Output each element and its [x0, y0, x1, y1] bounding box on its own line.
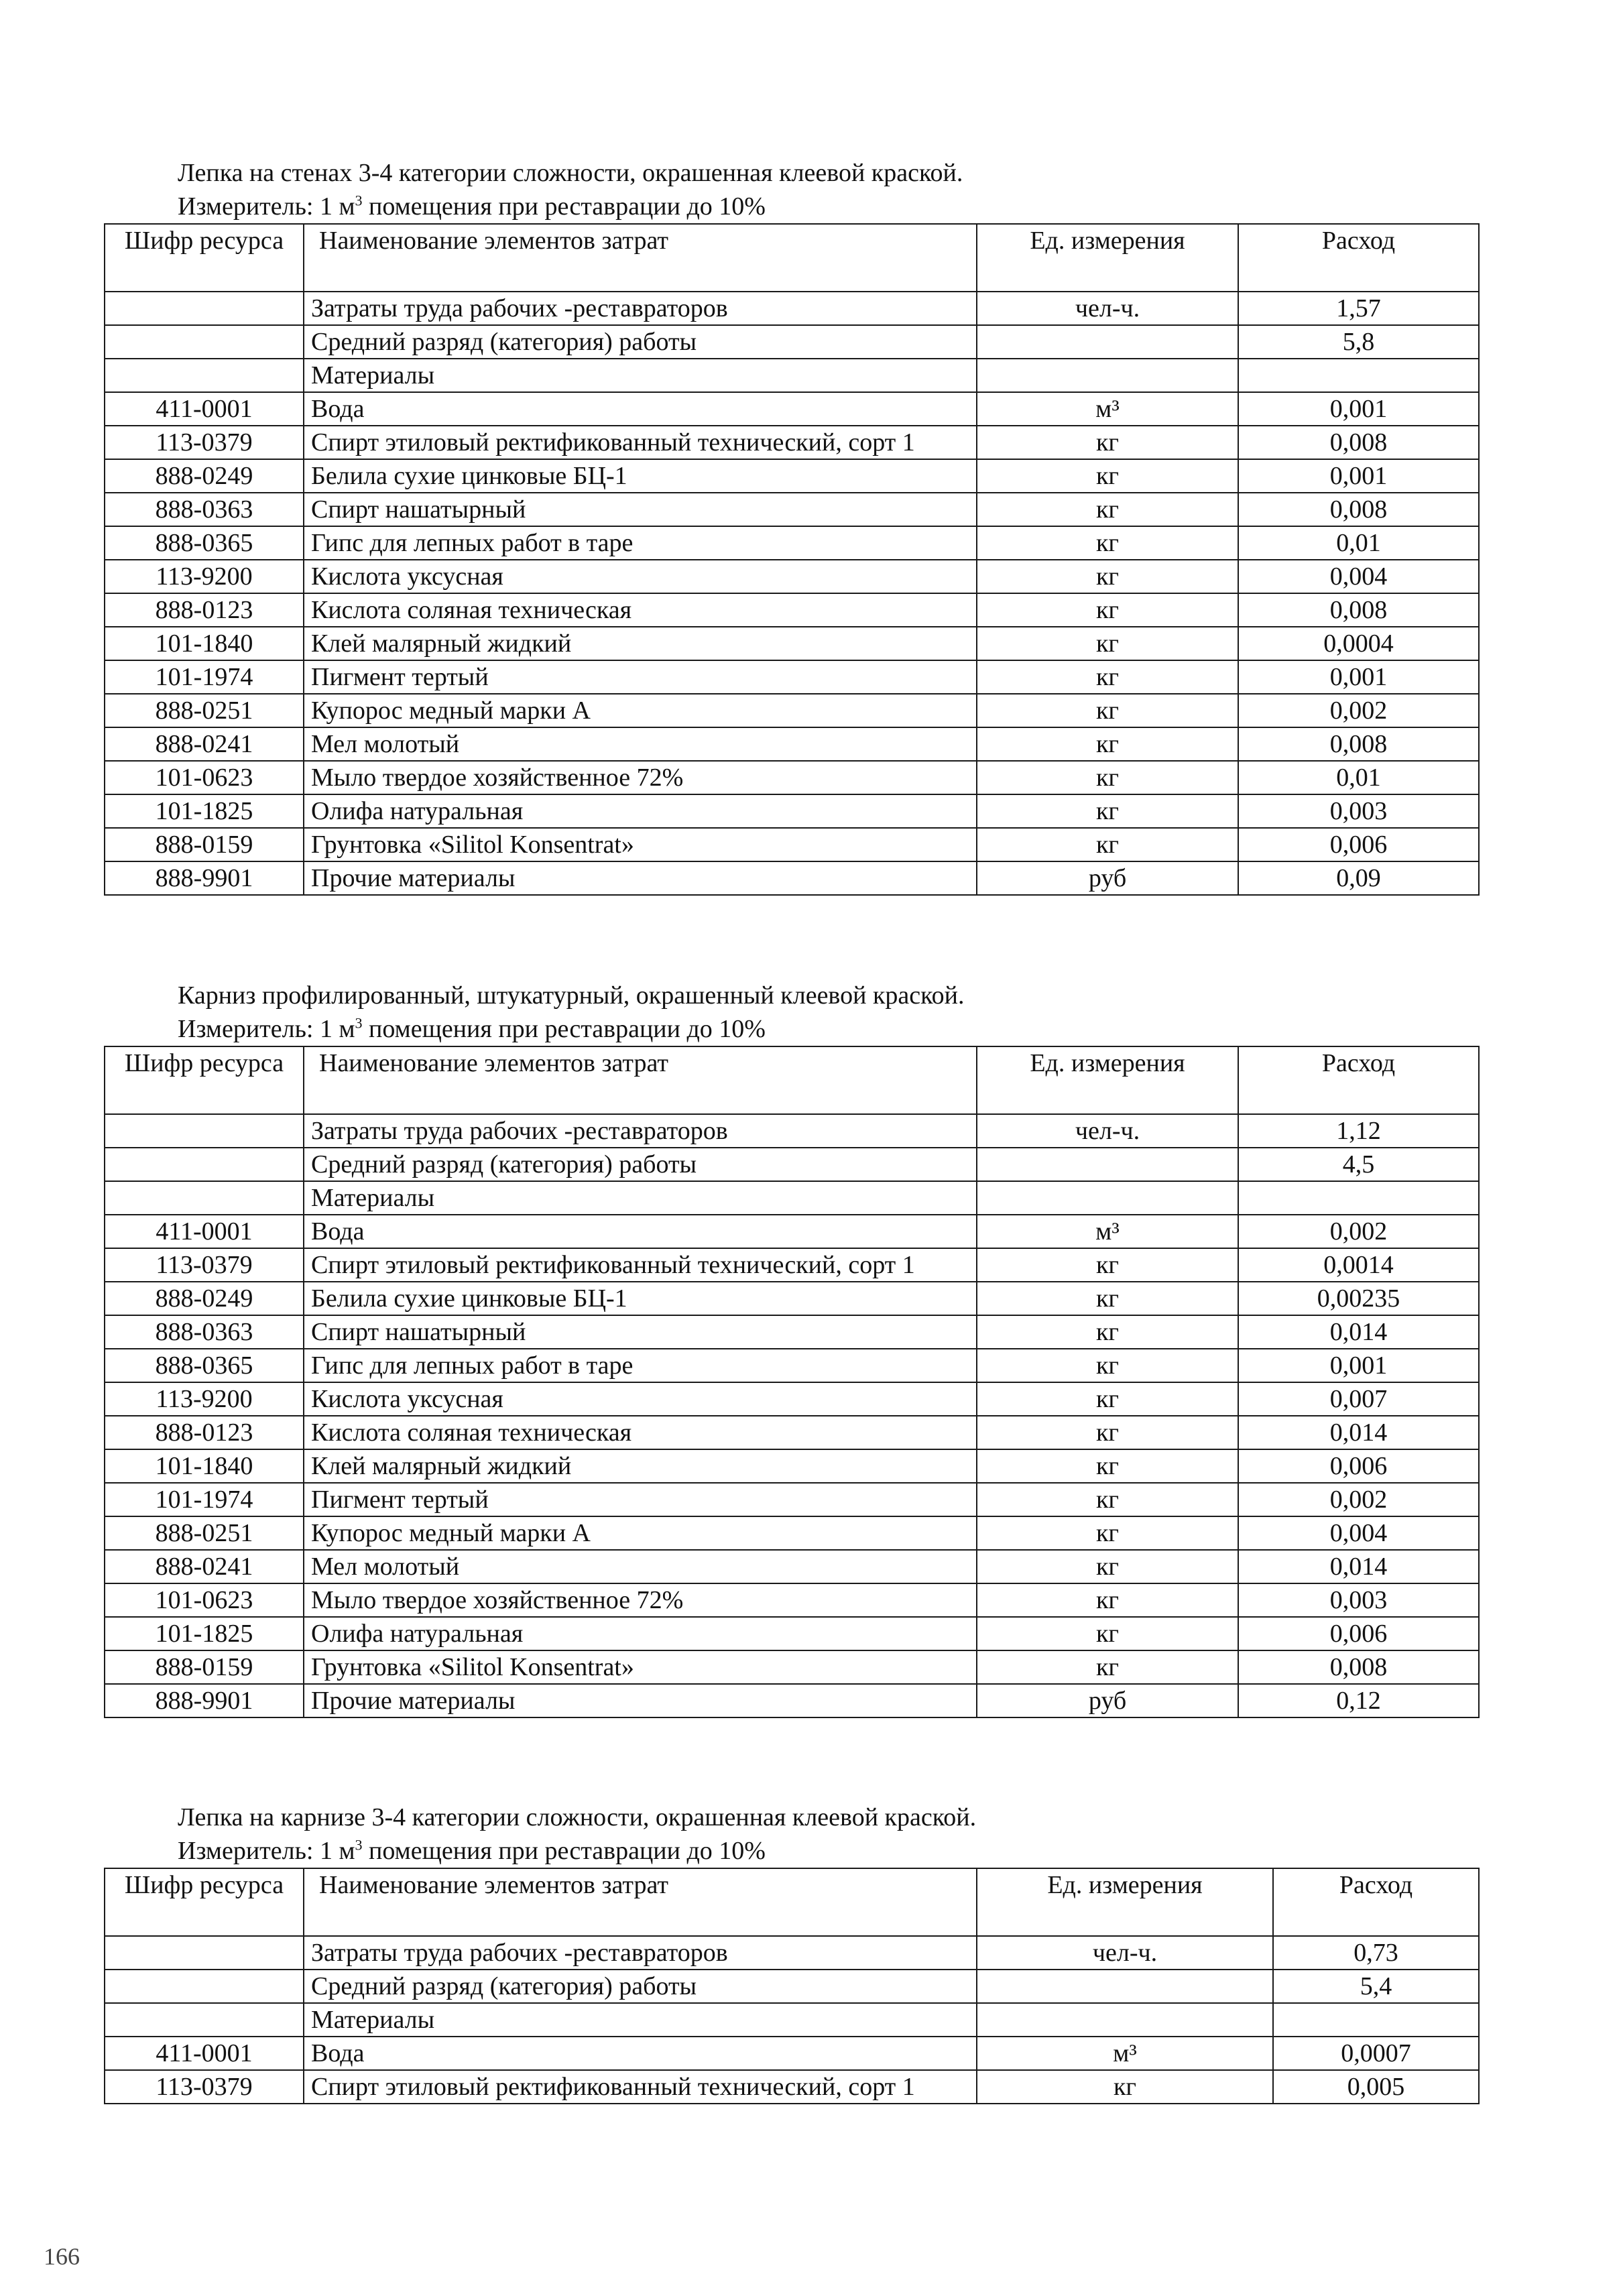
resource-code: 888-0365 [105, 1349, 304, 1382]
resource-code [105, 1181, 304, 1215]
table-row [105, 526, 1479, 560]
resource-code: 411-0001 [105, 1215, 304, 1248]
table-row [105, 593, 1479, 627]
unit-cell: чел-ч. [977, 1114, 1238, 1148]
cost-element-name: Пигмент тертый [304, 1483, 977, 1516]
table-row [105, 426, 1479, 459]
cost-element-name: Прочие материалы [304, 1684, 977, 1717]
cost-element-name: Средний разряд (категория) работы [304, 1148, 977, 1181]
resource-code: 113-0379 [105, 426, 304, 459]
resource-code: 101-0623 [105, 761, 304, 794]
table-row [105, 1583, 1479, 1617]
resource-code: 888-0159 [105, 828, 304, 861]
unit-cell [977, 325, 1238, 359]
unit-cell: кг [977, 1248, 1238, 1282]
section-1 [104, 156, 1478, 896]
consumption-value: 5,8 [1238, 325, 1479, 359]
resource-code: 101-1974 [105, 660, 304, 694]
unit-cell [977, 1148, 1238, 1181]
cost-element-name: Вода [304, 1215, 977, 1248]
unit-cell: кг [977, 1550, 1238, 1583]
cost-element-name: Белила сухие цинковые БЦ-1 [304, 1282, 977, 1315]
header-name: Наименование элементов затрат [304, 1046, 977, 1114]
cost-element-name: Гипс для лепных работ в таре [304, 526, 977, 560]
consumption-value: 0,09 [1238, 861, 1479, 895]
section-title: Лепка на стенах 3-4 категории сложности, окрашенная клеевой краской. [178, 159, 963, 187]
table-row [105, 1550, 1479, 1583]
consumption-value: 0,008 [1238, 727, 1479, 761]
consumption-value [1273, 2003, 1479, 2037]
cost-element-name: Затраты труда рабочих -реставраторов [304, 1114, 977, 1148]
table-row [105, 292, 1479, 325]
cost-element-name: Кислота уксусная [304, 560, 977, 593]
resource-code: 888-0159 [105, 1650, 304, 1684]
table-row [105, 794, 1479, 828]
cost-element-name: Кислота соляная техническая [304, 1416, 977, 1449]
unit-cell: кг [977, 794, 1238, 828]
header-qty: Расход [1238, 224, 1479, 292]
table-row [105, 727, 1479, 761]
consumption-value: 0,0014 [1238, 1248, 1479, 1282]
norms-table [104, 1046, 1480, 1718]
consumption-value: 0,003 [1238, 1583, 1479, 1617]
unit-cell: кг [977, 526, 1238, 560]
unit-cell: кг [977, 1650, 1238, 1684]
unit-cell: чел-ч. [977, 1936, 1273, 1970]
cost-element-name: Средний разряд (категория) работы [304, 325, 977, 359]
consumption-value: 4,5 [1238, 1148, 1479, 1181]
section-2 [104, 979, 1478, 1718]
resource-code: 888-0249 [105, 459, 304, 493]
unit-cell: чел-ч. [977, 292, 1238, 325]
table-row [105, 761, 1479, 794]
cost-element-name: Спирт этиловый ректификованный технический, сорт 1 [304, 426, 977, 459]
consumption-value: 0,002 [1238, 1483, 1479, 1516]
header-qty: Расход [1238, 1046, 1479, 1114]
resource-code: 888-9901 [105, 1684, 304, 1717]
table-row [105, 392, 1479, 426]
table-row [105, 1684, 1479, 1717]
consumption-value: 5,4 [1273, 1970, 1479, 2003]
resource-code: 113-0379 [105, 1248, 304, 1282]
consumption-value: 0,003 [1238, 794, 1479, 828]
resource-code: 888-0241 [105, 1550, 304, 1583]
resource-code: 101-1974 [105, 1483, 304, 1516]
cost-element-name: Пигмент тертый [304, 660, 977, 694]
cost-element-name: Кислота уксусная [304, 1382, 977, 1416]
table-row [105, 1215, 1479, 1248]
table-row [105, 1315, 1479, 1349]
cost-element-name: Мыло твердое хозяйственное 72% [304, 1583, 977, 1617]
section-measure: Измеритель: 1 $м^3$ помещения при реставрации до 10% [178, 192, 766, 221]
resource-code: 888-0251 [105, 1516, 304, 1550]
unit-cell: кг [977, 1617, 1238, 1650]
consumption-value: 0,01 [1238, 526, 1479, 560]
unit-cell: кг [977, 593, 1238, 627]
cost-element-name: Спирт этиловый ректификованный технический, сорт 1 [304, 2070, 977, 2104]
resource-code [105, 2003, 304, 2037]
resource-code: 888-9901 [105, 861, 304, 895]
consumption-value: 0,001 [1238, 1349, 1479, 1382]
consumption-value: 0,014 [1238, 1416, 1479, 1449]
table-row [105, 660, 1479, 694]
resource-code: 411-0001 [105, 2037, 304, 2070]
table-row [105, 1181, 1479, 1215]
resource-code: 888-0363 [105, 493, 304, 526]
header-code: Шифр ресурса [105, 224, 304, 292]
cost-element-name: Вода [304, 2037, 977, 2070]
consumption-value: 0,0004 [1238, 627, 1479, 660]
table-row [105, 627, 1479, 660]
table-row [105, 1148, 1479, 1181]
consumption-value: 0,002 [1238, 1215, 1479, 1248]
table-row [105, 1114, 1479, 1148]
cost-element-name: Клей малярный жидкий [304, 1449, 977, 1483]
consumption-value: 0,008 [1238, 493, 1479, 526]
header-unit: Ед. измерения [977, 224, 1238, 292]
consumption-value: 0,004 [1238, 1516, 1479, 1550]
consumption-value: 0,005 [1273, 2070, 1479, 2104]
cost-element-name: Олифа натуральная [304, 794, 977, 828]
table-row [105, 1349, 1479, 1382]
table-row [105, 861, 1479, 895]
unit-cell: кг [977, 426, 1238, 459]
cost-element-name: Белила сухие цинковые БЦ-1 [304, 459, 977, 493]
unit-cell: кг [977, 560, 1238, 593]
cost-element-name: Материалы [304, 2003, 977, 2037]
resource-code [105, 1970, 304, 2003]
unit-cell: кг [977, 459, 1238, 493]
unit-cell: кг [977, 660, 1238, 694]
consumption-value: 0,0007 [1273, 2037, 1479, 2070]
table-row [105, 2070, 1479, 2104]
resource-code [105, 1114, 304, 1148]
resource-code: 101-0623 [105, 1583, 304, 1617]
consumption-value: 0,002 [1238, 694, 1479, 727]
consumption-value: 0,014 [1238, 1315, 1479, 1349]
consumption-value: 1,57 [1238, 292, 1479, 325]
table-row [105, 1416, 1479, 1449]
header-qty: Расход [1273, 1868, 1479, 1936]
unit-cell: м³ [977, 392, 1238, 426]
section-measure: Измеритель: 1 $м^3$ помещения при реставрации до 10% [178, 1836, 766, 1865]
consumption-value: 0,014 [1238, 1550, 1479, 1583]
table-row [105, 459, 1479, 493]
section-measure: Измеритель: 1 $м^3$ помещения при реставрации до 10% [178, 1014, 766, 1043]
cost-element-name: Мел молотый [304, 1550, 977, 1583]
cost-element-name: Вода [304, 392, 977, 426]
norms-table [104, 223, 1480, 896]
unit-cell: кг [977, 1416, 1238, 1449]
cost-element-name: Затраты труда рабочих -реставраторов [304, 292, 977, 325]
header-unit: Ед. измерения [977, 1868, 1273, 1936]
resource-code: 888-0365 [105, 526, 304, 560]
table-row [105, 325, 1479, 359]
unit-cell: кг [977, 1315, 1238, 1349]
unit-cell [977, 1181, 1238, 1215]
table-row [105, 2037, 1479, 2070]
table-row [105, 2003, 1479, 2037]
table-row [105, 1617, 1479, 1650]
table-row [105, 560, 1479, 593]
consumption-value: 0,001 [1238, 392, 1479, 426]
cost-element-name: Гипс для лепных работ в таре [304, 1349, 977, 1382]
unit-cell [977, 359, 1238, 392]
cost-element-name: Мыло твердое хозяйственное 72% [304, 761, 977, 794]
table-row [105, 1970, 1479, 2003]
consumption-value: 0,008 [1238, 593, 1479, 627]
unit-cell: кг [977, 1449, 1238, 1483]
consumption-value: 0,73 [1273, 1936, 1479, 1970]
table-row [105, 1449, 1479, 1483]
cost-element-name: Прочие материалы [304, 861, 977, 895]
page-number: 166 [44, 2243, 80, 2270]
resource-code: 113-0379 [105, 2070, 304, 2104]
resource-code: 888-0123 [105, 1416, 304, 1449]
cost-element-name: Грунтовка «Silitol Konsentrat» [304, 1650, 977, 1684]
unit-cell [977, 2003, 1273, 2037]
cost-element-name: Мел молотый [304, 727, 977, 761]
resource-code: 888-0241 [105, 727, 304, 761]
consumption-value: 0,004 [1238, 560, 1479, 593]
consumption-value: 0,006 [1238, 1449, 1479, 1483]
cost-element-name: Клей малярный жидкий [304, 627, 977, 660]
unit-cell: кг [977, 1282, 1238, 1315]
section-title: Лепка на карнизе 3-4 категории сложности, окрашенная клеевой краской. [178, 1803, 977, 1831]
resource-code [105, 1936, 304, 1970]
resource-code [105, 1148, 304, 1181]
cost-element-name: Олифа натуральная [304, 1617, 977, 1650]
cost-element-name: Материалы [304, 359, 977, 392]
consumption-value: 0,008 [1238, 426, 1479, 459]
consumption-value [1238, 1181, 1479, 1215]
consumption-value: 1,12 [1238, 1114, 1479, 1148]
resource-code [105, 325, 304, 359]
cost-element-name: Спирт нашатырный [304, 493, 977, 526]
cost-element-name: Спирт этиловый ректификованный технический, сорт 1 [304, 1248, 977, 1282]
unit-cell: руб [977, 861, 1238, 895]
table-row [105, 1282, 1479, 1315]
resource-code: 113-9200 [105, 560, 304, 593]
cost-element-name: Купорос медный марки А [304, 694, 977, 727]
consumption-value: 0,008 [1238, 1650, 1479, 1684]
unit-cell: кг [977, 1516, 1238, 1550]
unit-cell: кг [977, 828, 1238, 861]
header-name: Наименование элементов затрат [304, 1868, 977, 1936]
unit-cell: кг [977, 1583, 1238, 1617]
resource-code: 101-1840 [105, 627, 304, 660]
unit-cell: кг [977, 627, 1238, 660]
cost-element-name: Грунтовка «Silitol Konsentrat» [304, 828, 977, 861]
unit-cell: кг [977, 1382, 1238, 1416]
resource-code: 411-0001 [105, 392, 304, 426]
resource-code: 101-1840 [105, 1449, 304, 1483]
consumption-value: 0,12 [1238, 1684, 1479, 1717]
table-row [105, 694, 1479, 727]
cost-element-name: Материалы [304, 1181, 977, 1215]
resource-code [105, 292, 304, 325]
resource-code: 888-0251 [105, 694, 304, 727]
unit-cell: кг [977, 694, 1238, 727]
table-row [105, 493, 1479, 526]
table-row [105, 1516, 1479, 1550]
header-code: Шифр ресурса [105, 1868, 304, 1936]
table-row [105, 1650, 1479, 1684]
cost-element-name: Спирт нашатырный [304, 1315, 977, 1349]
table-row [105, 1248, 1479, 1282]
cost-element-name: Купорос медный марки А [304, 1516, 977, 1550]
resource-code: 101-1825 [105, 1617, 304, 1650]
table-row [105, 359, 1479, 392]
cost-element-name: Затраты труда рабочих -реставраторов [304, 1936, 977, 1970]
resource-code: 888-0123 [105, 593, 304, 627]
table-row [105, 1483, 1479, 1516]
header-name: Наименование элементов затрат [304, 224, 977, 292]
consumption-value: 0,001 [1238, 459, 1479, 493]
consumption-value: 0,001 [1238, 660, 1479, 694]
table-row [105, 1382, 1479, 1416]
resource-code [105, 359, 304, 392]
consumption-value: 0,007 [1238, 1382, 1479, 1416]
consumption-value: 0,006 [1238, 1617, 1479, 1650]
header-code: Шифр ресурса [105, 1046, 304, 1114]
resource-code: 888-0363 [105, 1315, 304, 1349]
unit-cell [977, 1970, 1273, 2003]
table-row [105, 1936, 1479, 1970]
resource-code: 888-0249 [105, 1282, 304, 1315]
unit-cell: м³ [977, 2037, 1273, 2070]
consumption-value: 0,01 [1238, 761, 1479, 794]
unit-cell: кг [977, 727, 1238, 761]
consumption-value: 0,00235 [1238, 1282, 1479, 1315]
section-title: Карниз профилированный, штукатурный, окрашенный клеевой краской. [178, 981, 965, 1010]
norms-table [104, 1868, 1480, 2104]
unit-cell: кг [977, 761, 1238, 794]
resource-code: 113-9200 [105, 1382, 304, 1416]
resource-code: 101-1825 [105, 794, 304, 828]
table-row [105, 828, 1479, 861]
cost-element-name: Кислота соляная техническая [304, 593, 977, 627]
cost-element-name: Средний разряд (категория) работы [304, 1970, 977, 2003]
section-3 [104, 1801, 1478, 2104]
unit-cell: кг [977, 1349, 1238, 1382]
consumption-value: 0,006 [1238, 828, 1479, 861]
unit-cell: кг [977, 1483, 1238, 1516]
unit-cell: кг [977, 2070, 1273, 2104]
unit-cell: руб [977, 1684, 1238, 1717]
unit-cell: м³ [977, 1215, 1238, 1248]
consumption-value [1238, 359, 1479, 392]
header-unit: Ед. измерения [977, 1046, 1238, 1114]
unit-cell: кг [977, 493, 1238, 526]
